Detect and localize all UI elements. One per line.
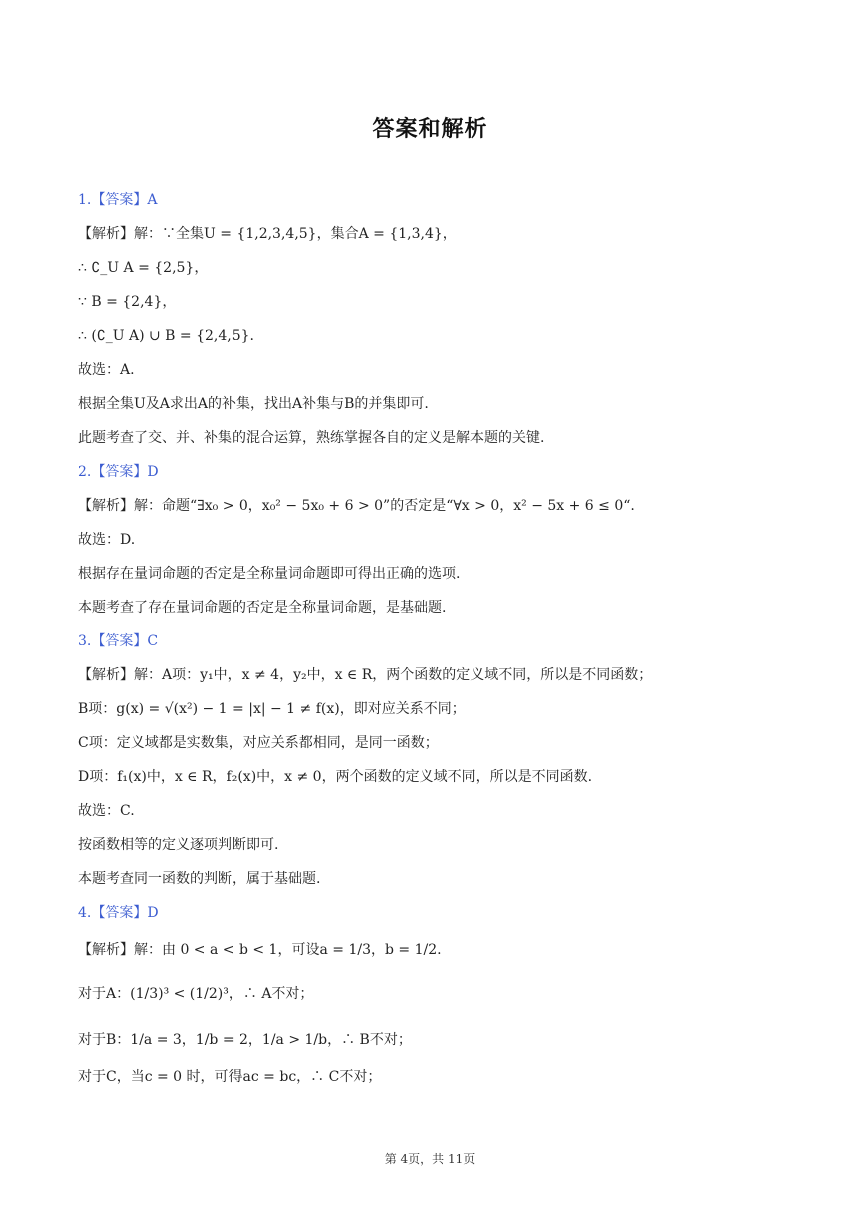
analysis-3-line-1: 【解析】解：A项：y₁中，x ≠ 4，y₂中，x ∈ R，两个函数的定义域不同，所以是不同函数； bbox=[78, 667, 653, 683]
analysis-4-line-2: 对于A：(1/3)³ < (1/2)³，∴ A不对； bbox=[78, 986, 314, 1002]
analysis-4-line-3: 对于B：1/a = 3，1/b = 2，1/a > 1/b，∴ B不对； bbox=[78, 1032, 412, 1048]
analysis-4-line-1: 【解析】解：由 0 < a < b < 1，可设a = 1/3，b = 1/2. bbox=[78, 942, 442, 958]
analysis-1-choice: 故选：A. bbox=[78, 362, 135, 378]
analysis-2-summary: 本题考查了存在量词命题的否定是全称量词命题，是基础题. bbox=[78, 600, 447, 616]
answer-3-heading: 3.【答案】C bbox=[78, 633, 159, 649]
analysis-1-line-3: ∵ B = {2,4}， bbox=[78, 294, 177, 310]
answer-4-heading: 4.【答案】D bbox=[78, 905, 159, 921]
analysis-2-line-1: 【解析】解：命题“∃x₀ > 0，x₀² − 5x₀ + 6 > 0”的否定是“∀x > 0，x² − 5x + 6 ≤ 0“. bbox=[78, 498, 635, 514]
page-footer: 第 4页，共 11页 bbox=[384, 1152, 476, 1166]
analysis-3-line-4: D项：f₁(x)中，x ∈ R，f₂(x)中，x ≠ 0，两个函数的定义域不同，所以是不同函数. bbox=[78, 769, 593, 785]
analysis-1-summary: 此题考查了交、并、补集的混合运算，熟练掌握各自的定义是解本题的关键. bbox=[78, 430, 545, 446]
analysis-3-line-3: C项：定义域都是实数集，对应关系都相同，是同一函数； bbox=[78, 735, 439, 751]
analysis-1-line-4: ∴ (∁_U A) ∪ B = {2,4,5}. bbox=[78, 328, 254, 344]
page-title: 答案和解析 bbox=[372, 117, 488, 142]
answer-2-heading: 2.【答案】D bbox=[78, 464, 159, 480]
analysis-2-choice: 故选：D. bbox=[78, 532, 136, 548]
analysis-1-line-1: 【解析】解：∵全集U = {1,2,3,4,5}，集合A = {1,3,4}， bbox=[78, 226, 457, 242]
analysis-3-line-2: B项：g(x) = √(x²) − 1 = |x| − 1 ≠ f(x)，即对应关系不同； bbox=[78, 701, 466, 717]
analysis-3-summary: 本题考查同一函数的判断，属于基础题. bbox=[78, 871, 321, 887]
analysis-2-method: 根据存在量词命题的否定是全称量词命题即可得出正确的选项. bbox=[78, 566, 461, 582]
analysis-4-line-4: 对于C，当c = 0 时，可得ac = bc，∴ C不对； bbox=[78, 1069, 382, 1085]
analysis-3-choice: 故选：C. bbox=[78, 803, 135, 819]
analysis-1-line-2: ∴ ∁_U A = {2,5}， bbox=[78, 260, 209, 276]
analysis-1-method: 根据全集U及A求出A的补集，找出A补集与B的并集即可. bbox=[78, 396, 429, 412]
analysis-3-method: 按函数相等的定义逐项判断即可. bbox=[78, 837, 279, 853]
answer-1-heading: 1.【答案】A bbox=[78, 192, 158, 208]
